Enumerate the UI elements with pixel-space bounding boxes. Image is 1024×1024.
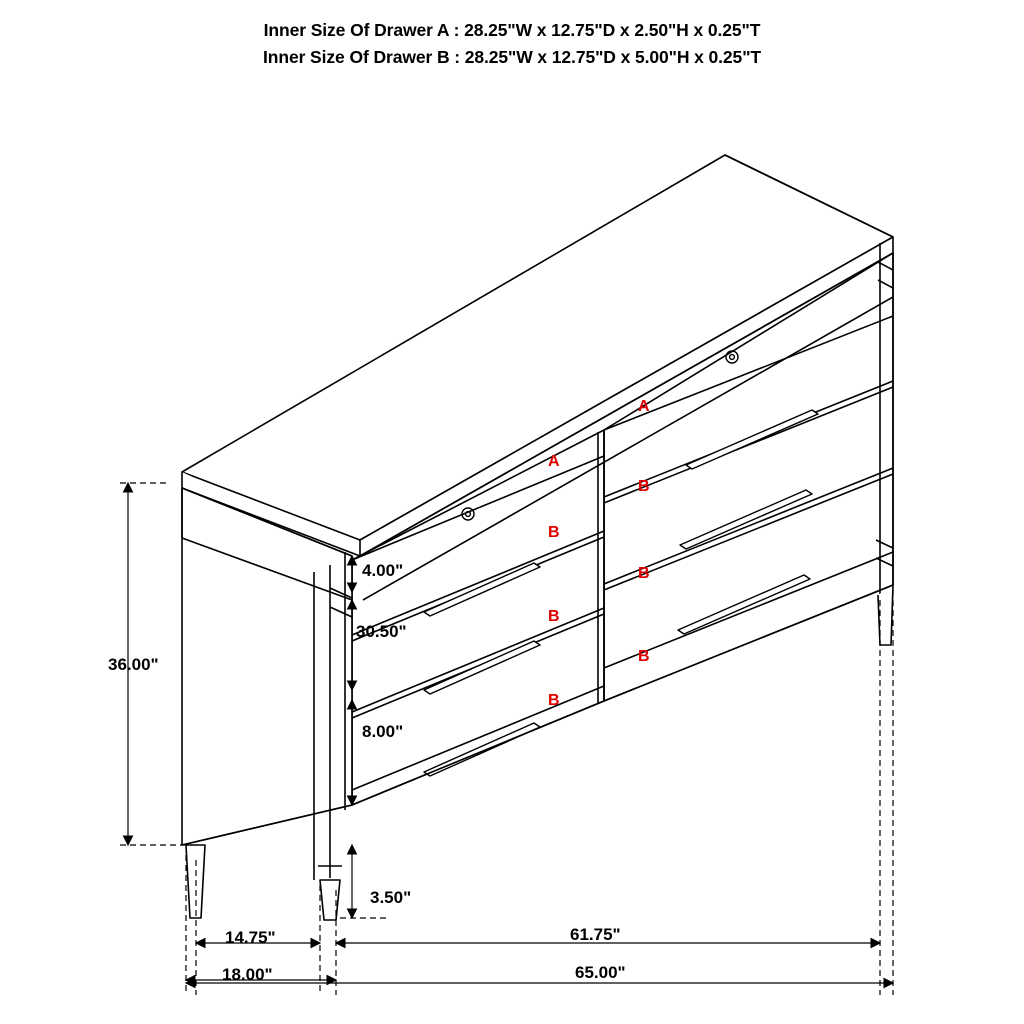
dim-drawer-bottom: 8.00" — [362, 722, 404, 741]
drawer-b-inner-size-text: Inner Size Of Drawer B : 28.25"W x 12.75"D x 5.00"H x 0.25"T — [263, 47, 761, 67]
drawer-label-b-1: B — [638, 478, 650, 495]
dim-width-inner: 61.75" — [570, 925, 621, 944]
dim-leg-height: 3.50" — [370, 888, 412, 907]
drawer-label-b-5: B — [638, 648, 650, 665]
dim-case-height: 30.50" — [356, 622, 407, 641]
dim-height-total: 36.00" — [108, 655, 159, 674]
dim-depth-outer: 18.00" — [222, 965, 273, 984]
drawer-label-b-2: B — [548, 524, 560, 541]
dim-drawer-top-gap: 4.00" — [362, 561, 404, 580]
drawer-label-b-6: B — [548, 692, 560, 709]
drawer-label-a-2: A — [548, 453, 560, 470]
drawer-label-b-3: B — [638, 565, 650, 582]
drawer-a-inner-size-text: Inner Size Of Drawer A : 28.25"W x 12.75"D x 2.50"H x 0.25"T — [263, 20, 761, 40]
drawer-label-a-1: A — [638, 398, 650, 415]
drawer-label-b-4: B — [548, 608, 560, 625]
dim-depth-inner: 14.75" — [225, 928, 276, 947]
dim-width-outer: 65.00" — [575, 963, 626, 982]
